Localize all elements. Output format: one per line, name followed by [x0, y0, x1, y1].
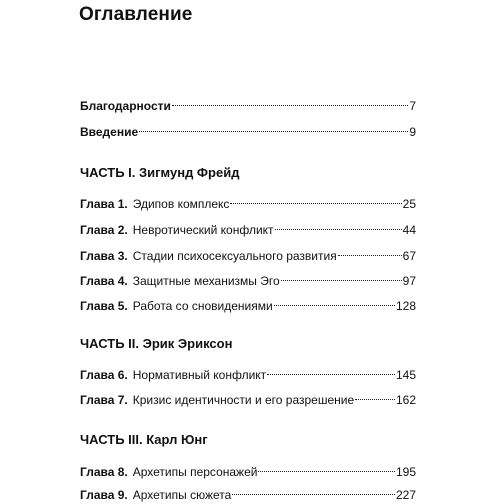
- dot-leader: [267, 361, 395, 379]
- toc-entry-chapter-1[interactable]: [80, 190, 416, 211]
- chapter-title: Работа со сновидениями: [132, 299, 273, 313]
- chapter-prefix: Глава 7.: [80, 393, 128, 407]
- toc-entry-chapter-3[interactable]: [80, 242, 416, 263]
- toc-entry-acknowledgements[interactable]: [80, 92, 416, 113]
- chapter-prefix: Глава 9.: [80, 488, 128, 502]
- chapter-title: Архетипы персонажей: [132, 465, 258, 479]
- part-heading-3: ЧАСТЬ III. Карл Юнг: [80, 432, 208, 447]
- toc-entry-chapter-2[interactable]: [80, 216, 416, 237]
- chapter-prefix: Глава 4.: [80, 274, 128, 288]
- part-heading-2: ЧАСТЬ II. Эрик Эриксон: [80, 336, 233, 351]
- toc-page-number: 195: [395, 465, 416, 479]
- toc-page-number: 128: [395, 299, 416, 313]
- chapter-prefix: Глава 2.: [80, 223, 128, 237]
- part-heading-1: ЧАСТЬ I. Зигмунд Фрейд: [80, 165, 240, 180]
- dot-leader: [230, 190, 401, 208]
- dot-leader: [338, 242, 402, 260]
- chapter-title: Кризис идентичности и его разрешение: [132, 393, 355, 407]
- dot-leader: [355, 386, 395, 404]
- toc-page-number: 145: [395, 368, 416, 382]
- chapter-title: Стадии психосексуального развития: [132, 249, 337, 263]
- toc-page-number: 97: [402, 274, 416, 288]
- chapter-title: Эдипов комплекс: [132, 197, 230, 211]
- toc-entry-label: Введение: [80, 125, 139, 139]
- toc-entry-chapter-5[interactable]: [80, 292, 416, 313]
- chapter-title: Архетипы сюжета: [132, 488, 232, 502]
- chapter-title: Нормативный конфликт: [132, 368, 267, 382]
- toc-page-number: 227: [395, 488, 416, 502]
- dot-leader: [172, 92, 408, 110]
- dot-leader: [258, 458, 395, 476]
- chapter-prefix: Глава 5.: [80, 299, 128, 313]
- chapter-prefix: Глава 3.: [80, 249, 128, 263]
- dot-leader: [274, 292, 395, 310]
- toc-entry-introduction[interactable]: [80, 118, 416, 139]
- chapter-title: Защитные механизмы Эго: [132, 274, 280, 288]
- page-title: Оглавление: [79, 4, 193, 25]
- dot-leader: [281, 267, 402, 285]
- toc-entry-chapter-7[interactable]: [80, 386, 416, 407]
- toc-page-number: 7: [409, 99, 416, 113]
- dot-leader: [275, 216, 402, 234]
- chapter-title: Невротический конфликт: [132, 223, 274, 237]
- chapter-prefix: Глава 1.: [80, 197, 128, 211]
- toc-page-number: 162: [395, 393, 416, 407]
- toc-entry-chapter-6[interactable]: [80, 361, 416, 382]
- dot-leader: [139, 118, 408, 136]
- toc-page-number: 44: [402, 223, 416, 237]
- toc-entry-chapter-9[interactable]: [80, 481, 416, 502]
- toc-entry-chapter-4[interactable]: [80, 267, 416, 288]
- chapter-prefix: Глава 6.: [80, 368, 128, 382]
- toc-page-number: 67: [402, 249, 416, 263]
- chapter-prefix: Глава 8.: [80, 465, 128, 479]
- toc-entry-chapter-8[interactable]: [80, 458, 416, 479]
- dot-leader: [232, 481, 395, 499]
- toc-entry-label: Благодарности: [80, 99, 171, 113]
- toc-page-number: 25: [402, 197, 416, 211]
- toc-page-number: 9: [409, 125, 416, 139]
